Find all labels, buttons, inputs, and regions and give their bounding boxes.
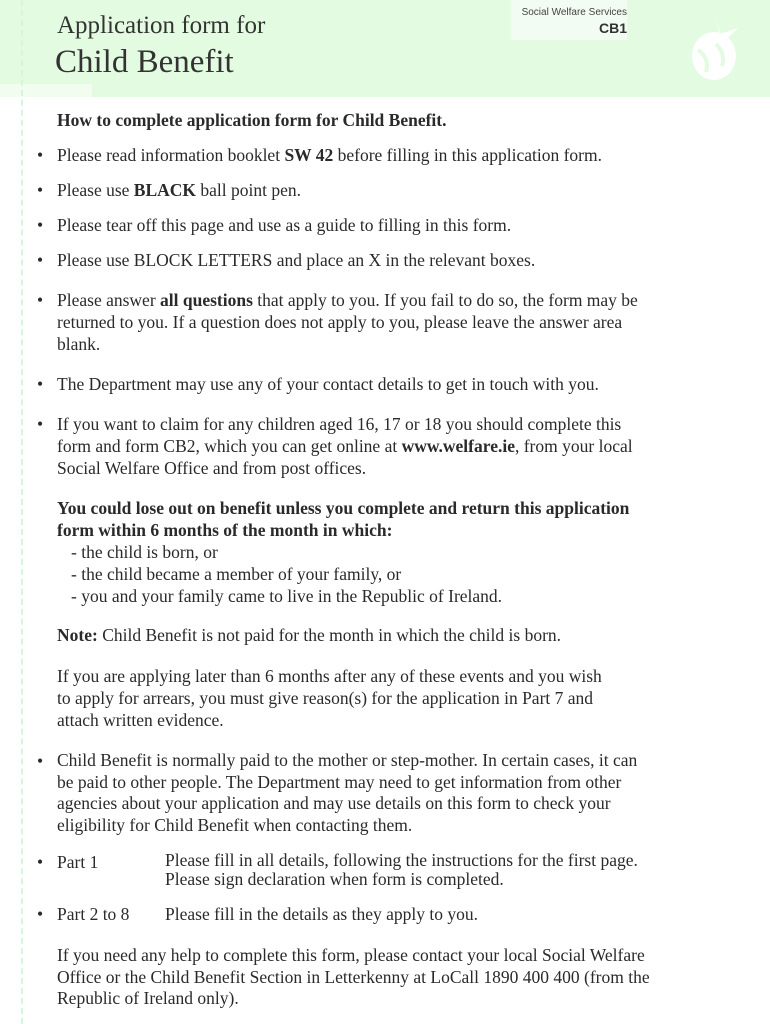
note: Note: Child Benefit is not paid for the month in which the child is born. xyxy=(57,625,562,645)
help-text: If you need any help to complete this form, please contact your local Social Welfare Office or the Child Benefit Section in Letterkenny at LoCall 1890 400 400 (from the Republic of Ireland only). xyxy=(57,945,650,1008)
instruction-b7: If you want to claim for any children aged 16, 17 or 18 you should complete this form and form CB2, which you can get online at www.welfare.ie, from your local Social Welfare Office and from post offices. xyxy=(57,414,633,478)
bullet: • xyxy=(37,290,44,310)
form-code-box xyxy=(511,0,627,40)
org-name: Social Welfare Services xyxy=(521,7,627,18)
instruction-b8: Child Benefit is normally paid to the mother or step-mother. In certain cases, it can be paid to other people. The Department may need to get information from other agencies about your application and may use details on this form to check your eligibility for Child Benefit when contacting them. xyxy=(57,750,638,836)
part-label: Part 2 to 8 xyxy=(57,904,130,924)
title-line1: Application form for xyxy=(57,12,266,39)
welfare-link: www.welfare.ie xyxy=(401,436,515,456)
tear-off-line xyxy=(21,0,23,1024)
instruction-b5: Please answer all questions that apply to you. If you fail to do so, the form may be returned to you. If a question does not apply to you, please leave the answer area blank. xyxy=(57,290,638,354)
bullet: • xyxy=(37,414,44,434)
late-application-text: If you are applying later than 6 months after any of these events and you wish to apply for arrears, you must give reason(s) for the application in Part 7 and attach written evidence. xyxy=(57,666,602,730)
page-title: Child Benefit xyxy=(55,44,234,80)
header-band-accent xyxy=(0,84,92,97)
bullet: • xyxy=(37,145,44,165)
bullet: • xyxy=(37,215,44,235)
instruction-b3: Please tear off this page and use as a guide to filling in this form. xyxy=(57,215,512,235)
part-instructions: Please fill in all details, following the instructions for the first page. Please sign declaration when form is completed. xyxy=(165,850,638,889)
form-code: CB1 xyxy=(598,20,627,36)
bullet: • xyxy=(37,852,44,872)
part-instructions: Please fill in the details as they apply to you. xyxy=(165,904,478,924)
instruction-b4: Please use BLOCK LETTERS and place an X in the relevant boxes. xyxy=(57,250,536,270)
bullet: • xyxy=(37,250,44,270)
instruction-b6: The Department may use any of your contact details to get in touch with you. xyxy=(57,374,599,394)
part-label: Part 1 xyxy=(57,852,99,872)
deadline-warning: You could lose out on benefit unless you complete and return this application form within 6 months of the month in which: - the child is born, or - the child became a member of your family, or - you and your family came to live in the Republic of Ireland. xyxy=(57,498,630,606)
bullet: • xyxy=(37,180,44,200)
instructions-heading: How to complete application form for Child Benefit. xyxy=(57,110,447,130)
bullet: • xyxy=(37,751,44,771)
instruction-b1: Please read information booklet SW 42 before filling in this application form. xyxy=(57,145,602,165)
instruction-b2: Please use BLACK ball point pen. xyxy=(57,180,302,200)
bullet: • xyxy=(37,904,44,924)
department-logo-icon xyxy=(686,14,742,82)
bullet: • xyxy=(37,374,44,394)
